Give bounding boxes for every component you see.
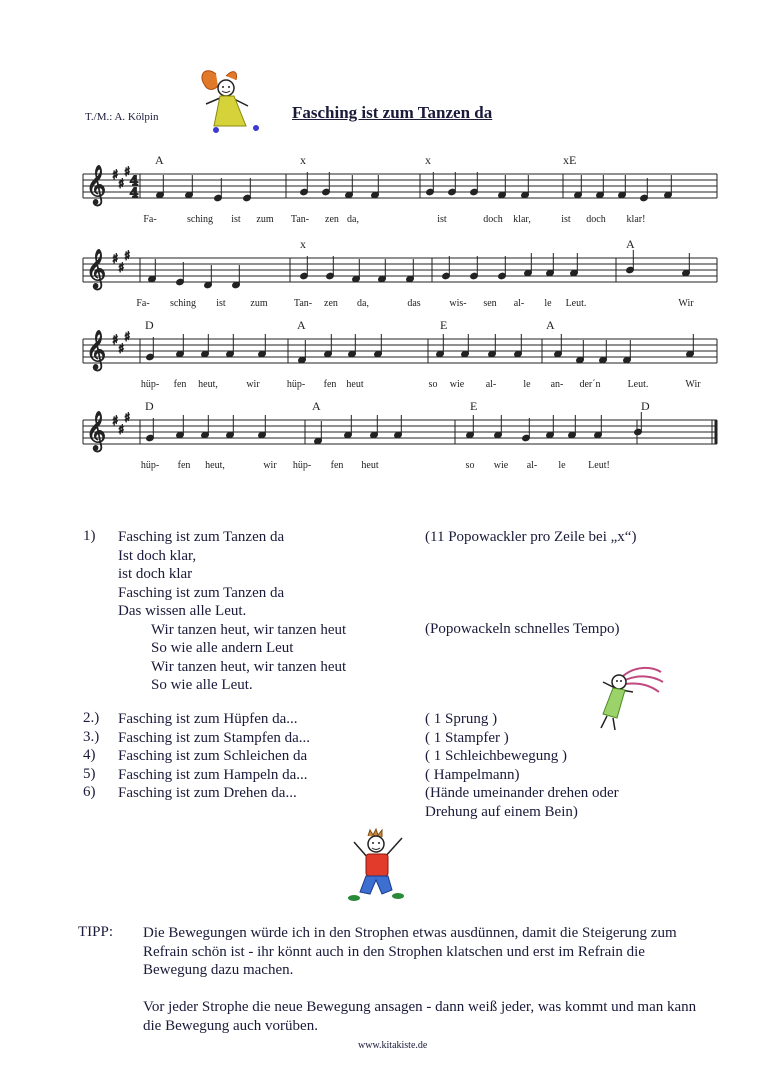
lyric-syllable: sen bbox=[483, 298, 497, 309]
refrain-block bbox=[118, 621, 346, 695]
verse-number: 6) bbox=[83, 784, 96, 800]
lyric-syllable: wie bbox=[449, 379, 465, 390]
treble-clef-icon: 𝄞 bbox=[86, 165, 107, 205]
jumping-boy-illustration bbox=[340, 826, 420, 916]
lyric-syllable: ist bbox=[561, 214, 571, 225]
chord-symbol: x bbox=[425, 153, 431, 167]
lyric-syllable: Leut. bbox=[627, 379, 649, 390]
lyric-syllable: zum bbox=[256, 214, 274, 225]
refrain-line: Wir tanzen heut, wir tanzen heut bbox=[151, 658, 347, 675]
verse-line: Fasching ist zum Tanzen da bbox=[118, 529, 285, 545]
verse-line: Das wissen alle Leut. bbox=[118, 603, 247, 619]
verse-number: 3.) bbox=[83, 728, 100, 745]
sharp-icon: ♯ bbox=[118, 342, 125, 357]
lyric-syllable: so bbox=[428, 379, 438, 390]
chord-symbol: A bbox=[297, 318, 306, 332]
movement-note: Drehung auf einem Bein) bbox=[425, 803, 578, 820]
sharp-icon: ♯ bbox=[112, 333, 119, 348]
lyric-syllable: fen bbox=[330, 460, 344, 471]
lyric-syllable: wir bbox=[246, 379, 260, 390]
lyric-syllable: Tan- bbox=[293, 298, 313, 309]
lyric-syllable: hüp- bbox=[286, 379, 306, 390]
chord-symbol: E bbox=[470, 399, 478, 413]
movement-note: ( 1 Sprung ) bbox=[425, 711, 498, 727]
lyric-syllable: ist bbox=[437, 214, 447, 225]
lyric-syllable: heut bbox=[361, 460, 379, 471]
movement-note: ( 1 Stampfer ) bbox=[425, 729, 509, 746]
chord-symbol: A bbox=[155, 153, 164, 167]
lyric-syllable: al- bbox=[513, 298, 525, 309]
verse-text: Fasching ist zum Stampfen da... bbox=[118, 729, 311, 746]
lyric-syllable: da, bbox=[357, 298, 369, 309]
verse-text: Fasching ist zum Drehen da... bbox=[118, 785, 297, 801]
lyric-syllable: Fa- bbox=[136, 298, 150, 309]
tipp-label: TIPP: bbox=[78, 924, 114, 940]
song-title: Fasching ist zum Tanzen da bbox=[292, 103, 493, 122]
lyric-syllable: heut, bbox=[205, 460, 225, 471]
lyric-syllable: zen bbox=[325, 214, 339, 225]
treble-clef-icon: 𝄞 bbox=[86, 411, 107, 451]
lyric-syllable: ist bbox=[216, 298, 226, 309]
verse-line: Ist doch klar, bbox=[118, 547, 197, 564]
lyric-syllable: heut, bbox=[198, 379, 218, 390]
chord-symbol: A bbox=[312, 399, 321, 413]
sharp-icon: ♯ bbox=[118, 177, 125, 192]
lyric-syllable: ist bbox=[231, 214, 241, 225]
verse-number: 1) bbox=[83, 528, 96, 544]
lyric-syllable: zen bbox=[324, 298, 338, 309]
chord-symbol: xE bbox=[563, 153, 577, 167]
lyric-syllable: al- bbox=[526, 460, 538, 471]
movement-note: ( Hampelmann) bbox=[425, 766, 520, 783]
sharp-icon: ♯ bbox=[118, 261, 125, 276]
lyric-syllable: das bbox=[407, 298, 421, 309]
verse-text: Fasching ist zum Hüpfen da... bbox=[118, 711, 298, 727]
verse-1-block bbox=[118, 528, 346, 695]
footer-url: www.kitakiste.de bbox=[358, 1040, 428, 1051]
author-credit: T./M.: A. Kölpin bbox=[85, 111, 159, 123]
tipp-paragraph: Die Bewegungen würde ich in den Strophen etwas ausdünnen, damit die Steigerung zum Refrain schön ist - ihr könnt auch in den Strophen klatschen und erst im Refrain die Bewegung dazu machen. bbox=[143, 925, 677, 978]
verse-number: 2.) bbox=[83, 710, 100, 726]
lyric-syllable: Wir bbox=[678, 298, 694, 309]
sharp-icon: ♯ bbox=[112, 252, 119, 267]
tipp-paragraph: Vor jeder Strophe die neue Bewegung ansagen - dann weiß jeder, was kommt und man kann die Bewegung auch vorüben. bbox=[143, 999, 697, 1034]
chord-symbol: A bbox=[626, 237, 635, 251]
chord-symbol: A bbox=[546, 318, 555, 332]
staff-system bbox=[83, 165, 717, 206]
flying-girl-illustration bbox=[585, 662, 665, 732]
chord-symbol: D bbox=[145, 318, 154, 332]
sharp-icon: ♯ bbox=[124, 249, 131, 264]
lyric-syllable: hüp- bbox=[140, 379, 160, 390]
lyrics-rows bbox=[136, 214, 701, 471]
lyric-syllable: fen bbox=[173, 379, 187, 390]
chord-symbol: x bbox=[300, 237, 306, 251]
sharp-icon: ♯ bbox=[124, 330, 131, 345]
lyric-syllable: sching bbox=[186, 214, 214, 225]
staff-system bbox=[83, 411, 717, 452]
lyric-syllable: sching bbox=[169, 298, 197, 309]
chord-symbol: x bbox=[300, 153, 306, 167]
chord-symbol: D bbox=[145, 399, 154, 413]
lyric-syllable: hüp- bbox=[292, 460, 312, 471]
movement-note: (Popowackeln schnelles Tempo) bbox=[425, 621, 620, 637]
sharp-icon: ♯ bbox=[124, 411, 131, 426]
lyric-syllable: Leut. bbox=[565, 298, 587, 309]
chord-symbol: D bbox=[641, 399, 650, 413]
lyric-syllable: le bbox=[558, 460, 566, 471]
lyric-syllable: klar! bbox=[626, 214, 646, 225]
movement-note: (11 Popowackler pro Zeile bei „x“) bbox=[425, 529, 637, 545]
verse-text: Fasching ist zum Schleichen da bbox=[118, 748, 308, 764]
sheet-music bbox=[0, 0, 760, 490]
lyric-syllable: klar, bbox=[513, 214, 531, 225]
lyric-syllable: al- bbox=[485, 379, 497, 390]
time-signature-bottom: 4 bbox=[129, 186, 139, 201]
verse-number: 4) bbox=[83, 747, 96, 763]
lyric-syllable: wir bbox=[263, 460, 277, 471]
lyric-syllable: da, bbox=[347, 214, 359, 225]
movement-note: (Hände umeinander drehen oder bbox=[425, 785, 619, 801]
verse-text: Fasching ist zum Hampeln da... bbox=[118, 766, 308, 783]
verse-line: Fasching ist zum Tanzen da bbox=[118, 584, 285, 601]
refrain-line: So wie alle andern Leut bbox=[151, 640, 294, 656]
staff-system bbox=[83, 330, 717, 371]
lyric-syllable: heut bbox=[346, 379, 364, 390]
lyric-syllable: doch bbox=[483, 214, 503, 225]
sharp-icon: ♯ bbox=[112, 168, 119, 183]
lyric-syllable: wie bbox=[493, 460, 509, 471]
chord-symbol: E bbox=[440, 318, 448, 332]
lyric-syllable: an- bbox=[550, 379, 564, 390]
lyric-syllable: doch bbox=[586, 214, 606, 225]
treble-clef-icon: 𝄞 bbox=[86, 330, 107, 370]
lyric-syllable: fen bbox=[323, 379, 337, 390]
lyric-syllable: le bbox=[523, 379, 531, 390]
tipp-text bbox=[143, 924, 703, 1054]
treble-clef-icon: 𝄞 bbox=[86, 249, 107, 289]
sharp-icon: ♯ bbox=[118, 423, 125, 438]
lyric-syllable: so bbox=[465, 460, 475, 471]
lyric-syllable: hüp- bbox=[140, 460, 160, 471]
lyric-syllable: der´n bbox=[579, 379, 601, 390]
movement-note: ( 1 Schleichbewegung ) bbox=[425, 748, 568, 764]
lyric-syllable: zum bbox=[250, 298, 268, 309]
refrain-line: So wie alle Leut. bbox=[151, 677, 253, 693]
lyric-syllable: wis- bbox=[449, 298, 467, 309]
lyric-syllable: fen bbox=[177, 460, 191, 471]
lyric-syllable: Tan- bbox=[290, 214, 310, 225]
sharp-icon: ♯ bbox=[112, 414, 119, 429]
verse-number: 5) bbox=[83, 765, 96, 782]
refrain-line: Wir tanzen heut, wir tanzen heut bbox=[151, 621, 347, 638]
lyric-syllable: Fa- bbox=[143, 214, 157, 225]
verse-line: ist doch klar bbox=[118, 566, 193, 582]
lyric-syllable: Wir bbox=[685, 379, 701, 390]
lyric-syllable: Leut! bbox=[588, 460, 610, 471]
sharp-icon: ♯ bbox=[124, 165, 131, 180]
lyric-syllable: le bbox=[544, 298, 552, 309]
time-signature-top: 4 bbox=[129, 174, 139, 189]
